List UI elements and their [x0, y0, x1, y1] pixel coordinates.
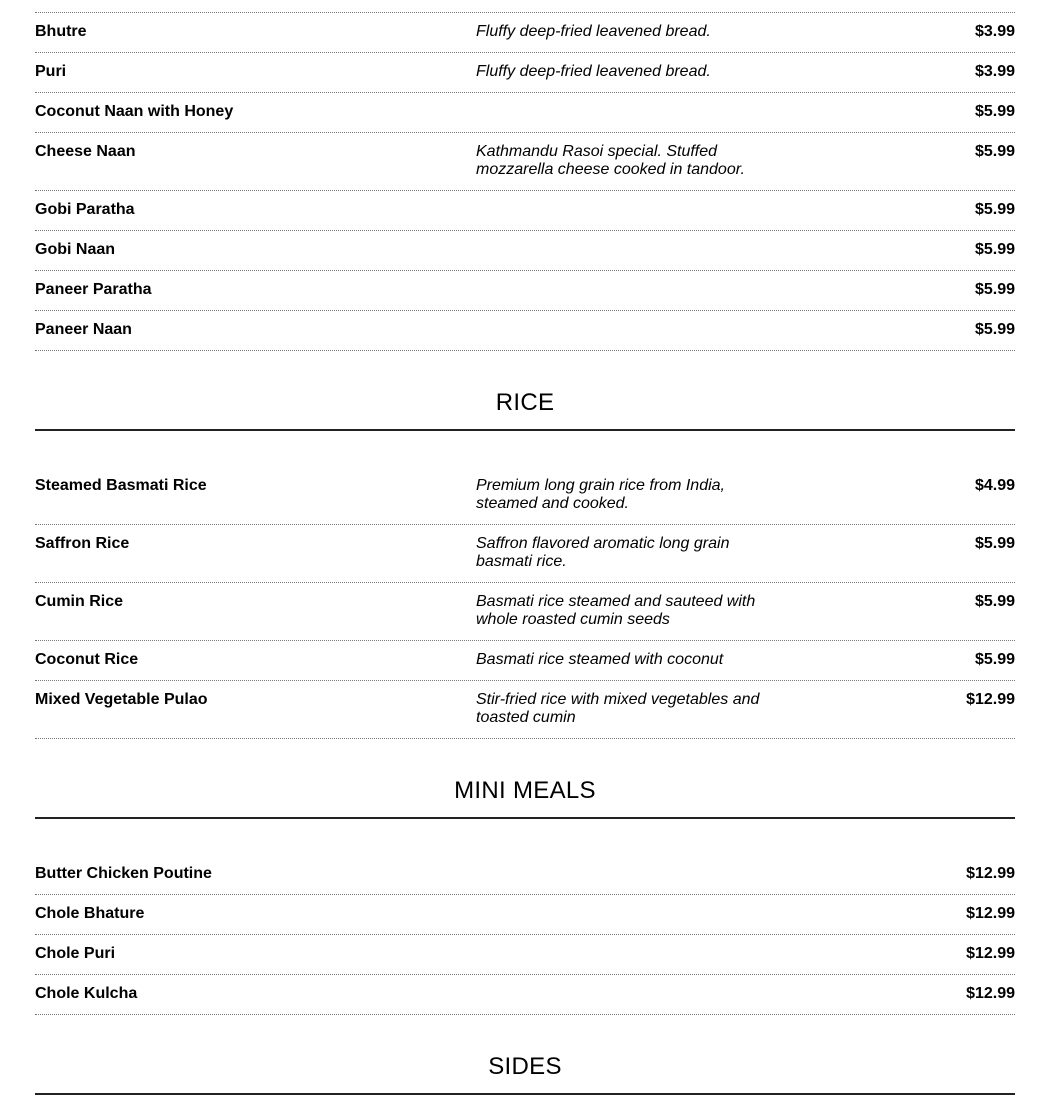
- menu-item: [35, 681, 1015, 739]
- item-price: $3.99: [974, 23, 1015, 40]
- menu-item: [35, 855, 1015, 895]
- item-name: Gobi Naan: [35, 241, 116, 258]
- item-price: $5.99: [974, 241, 1015, 258]
- section-heading-mini-meals: MINI MEALS: [35, 739, 1015, 819]
- item-name: Bhutre: [35, 23, 87, 40]
- item-price: $12.99: [966, 945, 1015, 962]
- item-price: $5.99: [974, 321, 1015, 338]
- menu: [35, 0, 1015, 1095]
- item-name: Puri: [35, 63, 67, 80]
- item-description: Saffron flavored aromatic long grain basmati rice.: [476, 535, 730, 570]
- item-name: Coconut Naan with Honey: [35, 103, 234, 120]
- item-description: Basmati rice steamed and sauteed with whole roasted cumin seeds: [476, 593, 756, 628]
- item-price: $12.99: [966, 865, 1015, 882]
- menu-item: [35, 525, 1015, 583]
- item-price: $5.99: [974, 651, 1015, 668]
- item-name: Chole Puri: [35, 945, 116, 962]
- item-name: Mixed Vegetable Pulao: [35, 691, 208, 708]
- menu-item: [35, 93, 1015, 133]
- item-price: $12.99: [966, 905, 1015, 922]
- item-description: Kathmandu Rasoi special. Stuffed mozzarella cheese cooked in tandoor.: [476, 143, 745, 178]
- menu-item: [35, 641, 1015, 681]
- menu-item: [35, 895, 1015, 935]
- item-price: $5.99: [974, 103, 1015, 120]
- menu-item: [35, 583, 1015, 641]
- item-name: Cheese Naan: [35, 143, 136, 160]
- item-description: Stir-fried rice with mixed vegetables and toasted cumin: [476, 691, 760, 726]
- top-divider: [35, 0, 1015, 13]
- menu-item: [35, 467, 1015, 525]
- item-price: $12.99: [966, 985, 1015, 1002]
- menu-item: [35, 935, 1015, 975]
- item-price: $5.99: [974, 593, 1015, 610]
- mini-meals-list: [35, 855, 1015, 1015]
- item-description: Basmati rice steamed with coconut: [476, 651, 724, 668]
- item-name: Chole Bhature: [35, 905, 145, 922]
- menu-item: [35, 975, 1015, 1015]
- item-name: Coconut Rice: [35, 651, 139, 668]
- item-price: $5.99: [974, 143, 1015, 160]
- item-name: Paneer Paratha: [35, 281, 152, 298]
- menu-item: [35, 133, 1015, 191]
- item-name: Saffron Rice: [35, 535, 130, 552]
- item-name: Gobi Paratha: [35, 201, 135, 218]
- menu-item: [35, 311, 1015, 351]
- menu-item: [35, 231, 1015, 271]
- section-spacer: [35, 431, 1015, 467]
- item-name: Butter Chicken Poutine: [35, 865, 212, 882]
- menu-item: [35, 53, 1015, 93]
- item-name: Chole Kulcha: [35, 985, 138, 1002]
- menu-item: [35, 191, 1015, 231]
- section-spacer: [35, 819, 1015, 855]
- item-price: $4.99: [974, 477, 1015, 494]
- item-name: Cumin Rice: [35, 593, 124, 610]
- item-name: Steamed Basmati Rice: [35, 477, 207, 494]
- item-price: $3.99: [974, 63, 1015, 80]
- item-description: Premium long grain rice from India, steamed and cooked.: [476, 477, 725, 512]
- menu-item: [35, 271, 1015, 311]
- item-description: Fluffy deep-fried leavened bread.: [476, 63, 711, 80]
- item-price: $5.99: [974, 201, 1015, 218]
- breads-list: [35, 13, 1015, 351]
- item-description: Fluffy deep-fried leavened bread.: [476, 23, 711, 40]
- menu-item: [35, 13, 1015, 53]
- item-price: $5.99: [974, 281, 1015, 298]
- section-heading-rice: RICE: [35, 351, 1015, 431]
- rice-list: [35, 467, 1015, 739]
- item-price: $12.99: [966, 691, 1015, 708]
- section-heading-sides: SIDES: [35, 1015, 1015, 1095]
- item-name: Paneer Naan: [35, 321, 132, 338]
- item-price: $5.99: [974, 535, 1015, 552]
